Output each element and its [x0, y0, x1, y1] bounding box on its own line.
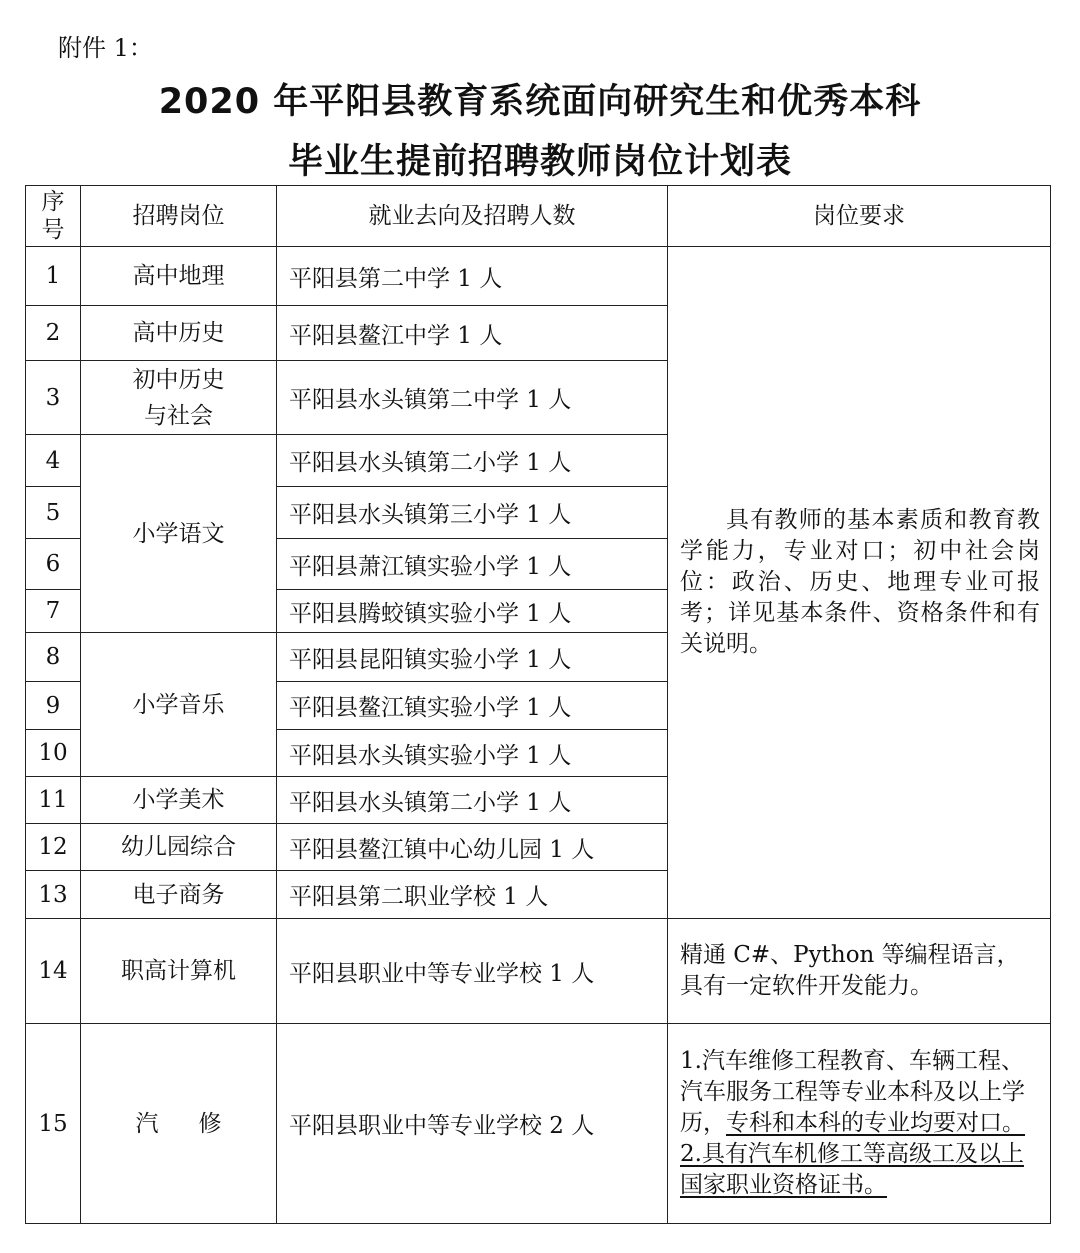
requirement-general: 具有教师的基本素质和教育教学能力，专业对口；初中社会岗位：政治、历史、地理专业可报考；详见基本条件、资格条件和有关说明。	[668, 247, 1051, 919]
row-position: 汽修	[81, 1024, 277, 1224]
position-line2: 与社会	[144, 402, 213, 429]
row-destination: 平阳县萧江镇实验小学 1 人	[277, 539, 668, 590]
row-destination: 平阳县鳌江镇实验小学 1 人	[277, 682, 668, 730]
row-position: 小学音乐	[81, 633, 277, 777]
row-destination: 平阳县第二中学 1 人	[277, 247, 668, 306]
row-no: 13	[26, 871, 81, 919]
table-row	[26, 1024, 1051, 1224]
table-row	[26, 919, 1051, 1024]
row-destination: 平阳县鳌江镇中心幼儿园 1 人	[277, 824, 668, 871]
requirement-auto-part1: 1.汽车维修工程教育、车辆工程、汽车服务工程等专业本科及以上学历，	[680, 1048, 1025, 1136]
row-no: 7	[26, 590, 81, 633]
requirement-auto-repair	[668, 1024, 1051, 1224]
row-no: 6	[26, 539, 81, 590]
row-destination: 平阳县职业中等专业学校 1 人	[277, 919, 668, 1024]
row-no: 12	[26, 824, 81, 871]
row-position: 高中历史	[81, 306, 277, 361]
header-requirement: 岗位要求	[668, 186, 1051, 247]
row-destination: 平阳县职业中等专业学校 2 人	[277, 1024, 668, 1224]
header-destination: 就业去向及招聘人数	[277, 186, 668, 247]
row-no: 8	[26, 633, 81, 682]
row-no: 11	[26, 777, 81, 824]
requirement-computer: 精通 C#、Python 等编程语言，具有一定软件开发能力。	[668, 919, 1051, 1024]
row-no: 4	[26, 435, 81, 487]
attachment-label: 附件 1：	[58, 34, 153, 62]
row-no: 9	[26, 682, 81, 730]
position-line1: 初中历史	[132, 366, 225, 393]
page-title-line1: 2020 年平阳县教育系统面向研究生和优秀本科	[158, 82, 922, 122]
row-no: 5	[26, 487, 81, 539]
header-row	[26, 186, 1051, 247]
row-position: 电子商务	[81, 871, 277, 919]
row-no: 2	[26, 306, 81, 361]
row-destination: 平阳县水头镇第二小学 1 人	[277, 777, 668, 824]
row-no: 10	[26, 730, 81, 777]
row-position	[81, 361, 277, 435]
row-position: 高中地理	[81, 247, 277, 306]
row-destination: 平阳县昆阳镇实验小学 1 人	[277, 633, 668, 682]
row-destination: 平阳县鳌江中学 1 人	[277, 306, 668, 361]
row-position: 职高计算机	[81, 919, 277, 1024]
row-destination: 平阳县水头镇实验小学 1 人	[277, 730, 668, 777]
header-position: 招聘岗位	[81, 186, 277, 247]
header-no: 序号	[26, 186, 81, 247]
row-no: 1	[26, 247, 81, 306]
row-no: 15	[26, 1024, 81, 1224]
row-destination: 平阳县水头镇第三小学 1 人	[277, 487, 668, 539]
table-row	[26, 247, 1051, 306]
page-title-line2: 毕业生提前招聘教师岗位计划表	[287, 142, 792, 182]
row-no: 14	[26, 919, 81, 1024]
row-position: 幼儿园综合	[81, 824, 277, 871]
row-destination: 平阳县第二职业学校 1 人	[277, 871, 668, 919]
row-destination: 平阳县水头镇第二中学 1 人	[277, 361, 668, 435]
row-position: 小学语文	[81, 435, 277, 633]
row-position: 小学美术	[81, 777, 277, 824]
row-destination: 平阳县腾蛟镇实验小学 1 人	[277, 590, 668, 633]
row-no: 3	[26, 361, 81, 435]
requirement-auto-part2: 专科和本科的专业均要对口。2.具有汽车机修工等高级工及以上国家职业资格证书。	[680, 1110, 1025, 1198]
row-destination: 平阳县水头镇第二小学 1 人	[277, 435, 668, 487]
recruitment-plan-table	[25, 185, 1051, 1224]
